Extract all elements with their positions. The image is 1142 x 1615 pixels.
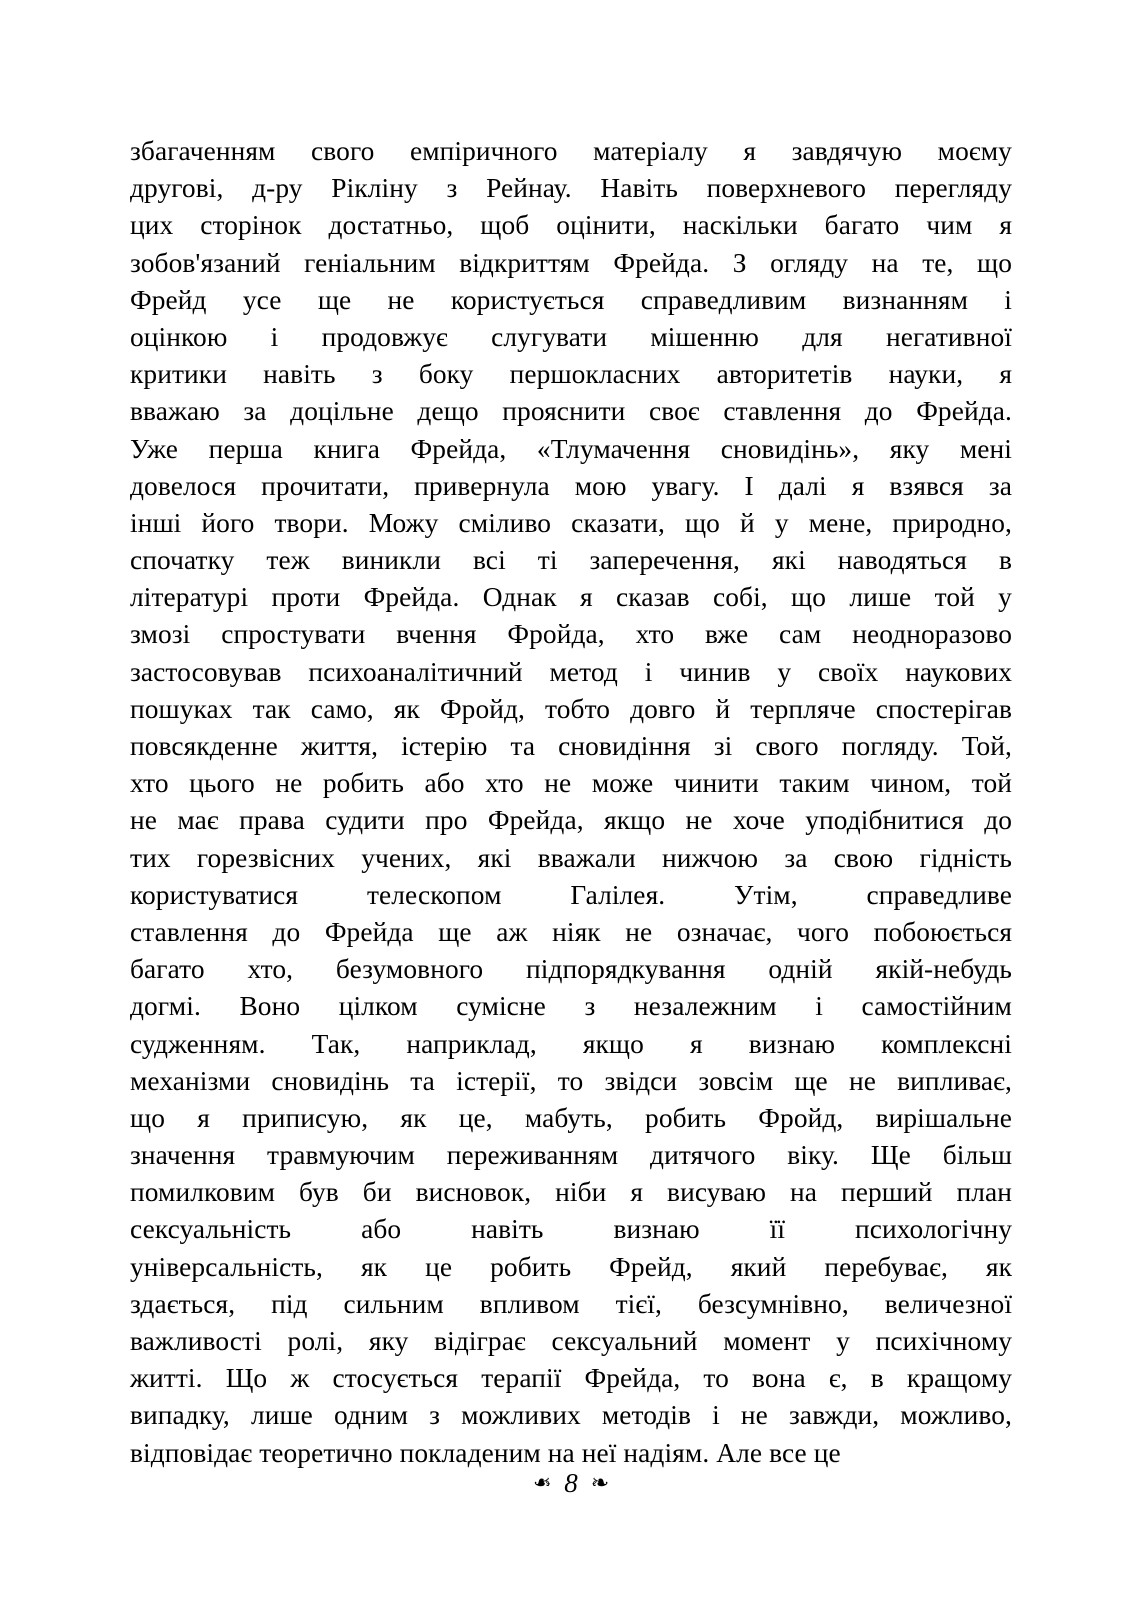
text-line: відповідає теоретично покладеним на неї надіям. Але все це (130, 1437, 841, 1468)
text-line: пошуках так само, як Фройд, тобто довго й терпляче спостерігав (130, 693, 1012, 724)
text-line: здається, під сильним впливом тієї, безсумнівно, величезної (130, 1288, 1013, 1319)
page-number: 8 (564, 1468, 578, 1498)
text-line: вважаю за доцільне дещо прояснити своє ставлення до Фрейда. (130, 396, 1012, 427)
text-line: хто цього не робить або хто не може чинити таким чином, той (130, 768, 1013, 799)
text-line: важливості ролі, яку відіграє сексуальний момент у психічному (130, 1326, 1013, 1356)
text-line: критики навіть з боку першокласних авторитетів науки, я (130, 359, 1013, 390)
text-line: що я приписую, як це, мабуть, робить Фройд, вирішальне (130, 1102, 1012, 1133)
text-line: механізми сновидінь та істерії, то звідси зовсім ще не випливає, (130, 1065, 1012, 1096)
text-line: помилковим був би висновок, ніби я висуваю на перший план (130, 1177, 1013, 1208)
text-line: літературі проти Фрейда. Однак я сказав собі, що лише той у (130, 582, 1012, 613)
text-line: багато хто, безумовного підпорядкування одній якій-небудь (130, 954, 1012, 985)
text-line: не має права судити про Фрейда, якщо не хоче уподібнитися до (130, 805, 1013, 836)
text-line: збагаченням свого емпіричного матеріалу я завдячую моєму (130, 136, 1012, 166)
text-line: користуватися телескопом Галілея. Утім, справедливе (130, 879, 1012, 910)
text-line: сексуальність або навіть визнаю її психологічну (130, 1214, 1012, 1245)
text-line: зобов'язаний геніальним відкриттям Фрейда. З огляду на те, що (130, 247, 1012, 278)
text-line: застосовував психоаналітичний метод і чинив у своїх наукових (130, 656, 1013, 687)
text-line: спочатку теж виникли всі ті заперечення, які наводяться в (130, 545, 1013, 576)
body-text-block (130, 133, 1012, 1472)
text-line: ставлення до Фрейда ще аж ніяк не означає, чого побоюється (130, 916, 1013, 947)
text-line: випадку, лише одним з можливих методів і не завжди, можливо, (130, 1400, 1012, 1431)
text-line: житті. Що ж стосується терапії Фрейда, то вона є, в кращому (130, 1363, 1013, 1394)
text-line: інші його твори. Можу сміливо сказати, що й у мене, природно, (130, 507, 1013, 538)
text-line: цих сторінок достатньо, щоб оцінити, наскільки багато чим я (130, 210, 1013, 241)
text-line: змозі спростувати вчення Фройда, хто вже сам неодноразово (130, 619, 1013, 650)
page-footer (0, 1466, 1142, 1500)
text-line: Фрейд усе ще не користується справедливим визнанням і (130, 284, 1013, 315)
text-line: універсальність, як це робить Фрейд, який перебуває, як (130, 1251, 1013, 1282)
text-line: судженням. Так, наприклад, якщо я визнаю комплексні (130, 1028, 1013, 1059)
text-line: другові, д-ру Рікліну з Рейнау. Навіть поверхневого перегляду (130, 173, 1012, 204)
text-line: повсякденне життя, істерію та сновидіння зі свого погляду. Той, (130, 731, 1012, 761)
text-line: оцінкою і продовжує слугувати мішенню для негативної (130, 321, 1012, 352)
text-line: тих горезвісних учених, які вважали нижчою за свою гідність (130, 842, 1012, 873)
leaf-flourish-right-icon: ❧ (590, 1470, 610, 1495)
leaf-flourish-left-icon: ❧ (532, 1470, 552, 1495)
text-line: догмі. Воно цілком сумісне з незалежним і самостійним (130, 991, 1012, 1022)
text-line: довелося прочитати, привернула мою увагу. І далі я взявся за (130, 470, 1013, 501)
text-line: Уже перша книга Фрейда, «Тлумачення сновидінь», яку мені (130, 433, 1013, 464)
text-line: значення травмуючим переживанням дитячого віку. Ще більш (130, 1140, 1013, 1171)
